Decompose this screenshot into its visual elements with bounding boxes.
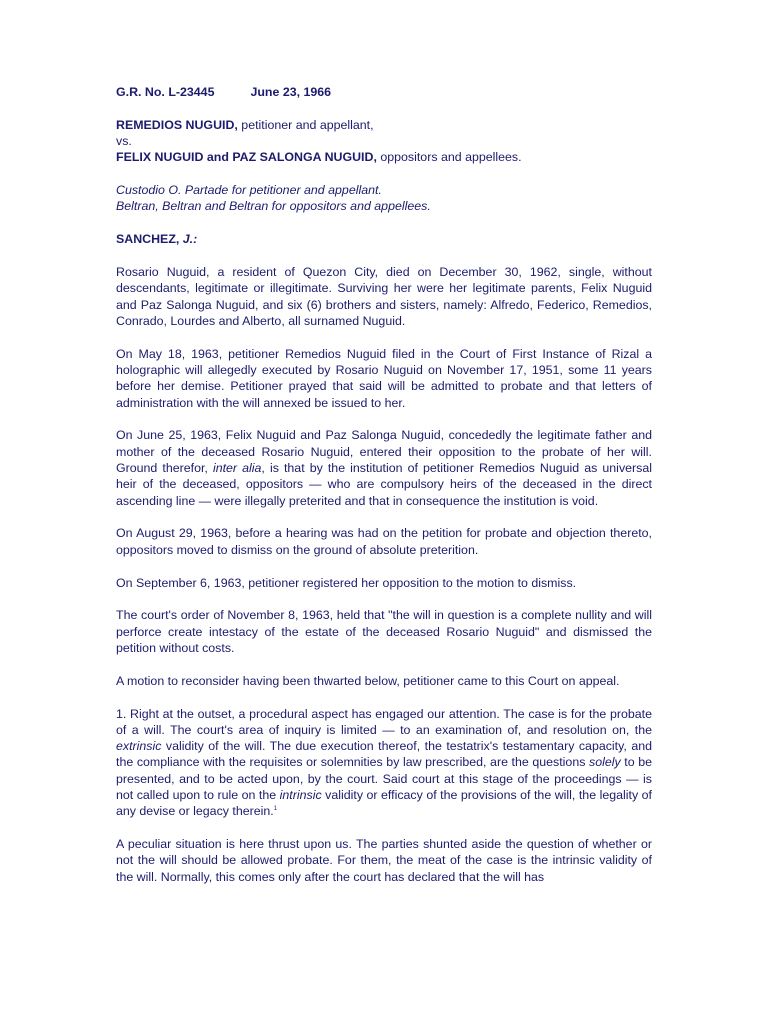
paragraph-2: On May 18, 1963, petitioner Remedios Nuguid filed in the Court of First Instance of Rizal a holographic will allegedly executed by Rosario Nuguid on November 17, 1951, some 11 years before her demise. Petitioner prayed that said will be admitted to probate and that letters of administration with the will annexed be issued to her.	[116, 346, 652, 410]
footnote-ref[interactable]: 1	[273, 806, 278, 813]
case-caption	[116, 117, 652, 166]
counsel-block	[116, 182, 652, 215]
petitioner-role: petitioner and appellant,	[237, 117, 374, 132]
paragraph-8: 1. Right at the outset, a procedural aspect has engaged our attention. The case is for the probate of a will. The court's area of inquiry is limited — to an examination of, and resolution on, the extrinsic validity of the will. The due execution thereof, the testatrix's testamentary capacity, and the compliance with the requisites or solemnities by law prescribed, are the questions solely to be presented, and to be acted upon, by the court. Said court at this stage of the proceedings — is not called upon to rule on the intrinsic validity or efficacy of the provisions of the will, the legality of any devise or legacy therein.$^1$	[116, 706, 652, 819]
gr-number: G.R. No. L-23445	[116, 85, 215, 99]
oppositors-name: FELIX NUGUID and PAZ SALONGA NUGUID,	[116, 150, 377, 165]
inter-alia: inter alia	[212, 461, 262, 476]
paragraph-3: On June 25, 1963, Felix Nuguid and Paz Salonga Nuguid, concededly the legitimate father and mother of the deceased Rosario Nuguid, entered their opposition to the probate of her will. Ground therefor, inter alia, is that by the institution of petitioner Remedios Nuguid as universal heir of the deceased, oppositors — who are compulsory heirs of the deceased in the direct ascending line — were illegally preterited and that in consequence the institution is void.	[116, 428, 652, 508]
versus: vs.	[116, 134, 132, 149]
petitioner-name: REMEDIOS NUGUID,	[116, 117, 238, 132]
oppositors-role: oppositors and appellees.	[376, 150, 522, 165]
paragraph-4: On August 29, 1963, before a hearing was had on the petition for probate and objection thereto, oppositors moved to dismiss on the ground of absolute preterition.	[116, 526, 652, 557]
ponente-name: SANCHEZ,	[116, 232, 183, 247]
case-header	[116, 84, 652, 100]
paragraph-6: The court's order of November 8, 1963, held that "the will in question is a complete nullity and will perforce create intestacy of the estate of the deceased Rosario Nuguid" and dismissed the petition without costs.	[116, 608, 652, 655]
decision-date: June 23, 1966	[250, 85, 332, 99]
ponente	[116, 231, 652, 247]
paragraph-1: Rosario Nuguid, a resident of Quezon City, died on December 30, 1962, single, without descendants, legitimate or illegitimate. Surviving her were her legitimate parents, Felix Nuguid and Paz Salonga Nuguid, and six (6) brothers and sisters, namely: Alfredo, Federico, Remedios, Conrado, Lourdes and Alberto, all surnamed Nuguid.	[116, 265, 652, 328]
document-page	[116, 84, 652, 901]
counsel-petitioner: Custodio O. Partade for petitioner and appellant.	[116, 183, 382, 198]
paragraph-9: A peculiar situation is here thrust upon us. The parties shunted aside the question of whether or not the will should be allowed probate. For them, the meat of the case is the intrinsic validity of the will. Normally, this comes only after the court has declared that the will has	[116, 837, 652, 884]
counsel-oppositors: Beltran, Beltran and Beltran for oppositors and appellees.	[116, 199, 431, 214]
paragraph-7: A motion to reconsider having been thwarted below, petitioner came to this Court on appeal.	[116, 673, 620, 688]
ponente-title: J.:	[182, 232, 198, 247]
paragraph-5: On September 6, 1963, petitioner registered her opposition to the motion to dismiss.	[116, 575, 577, 590]
